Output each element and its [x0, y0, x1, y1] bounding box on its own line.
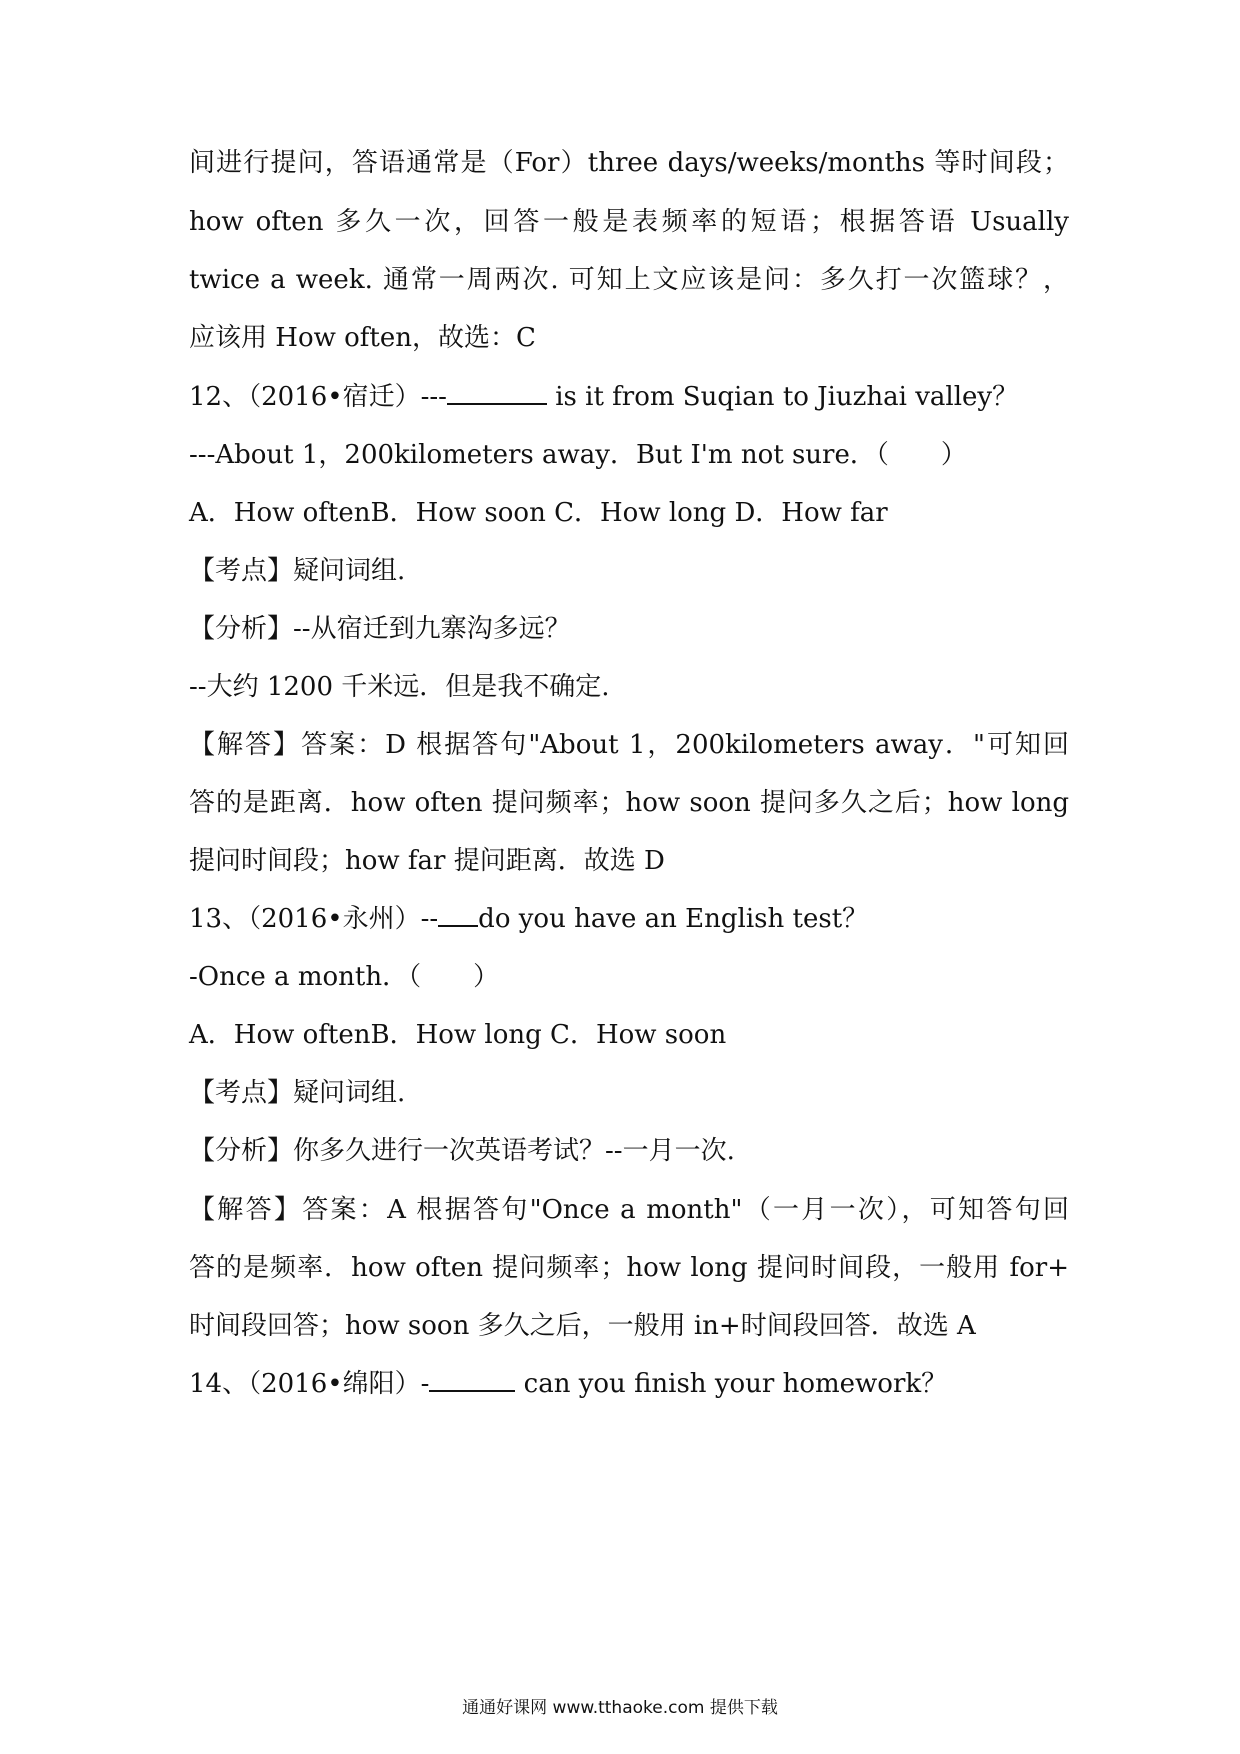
text-line-1: 间进行提问，答语通常是（For）three days/weeks/months 等时间段； — [189, 148, 1069, 178]
text-line-3: twice a week. 通常一周两次. 可知上文应该是问：多久打一次篮球？， — [189, 265, 1069, 295]
answer-blank — [429, 1368, 515, 1392]
question-12-line — [189, 380, 1069, 414]
text-line-21: 答的是频率．how often 提问频率；how long 提问时间段，一般用 for+ — [189, 1253, 1069, 1283]
text-line-22: 时间段回答；how soon 多久之后，一般用 in+时间段回答．故选 A — [189, 1311, 976, 1341]
options-line-12: A．How oftenB．How soon C．How long D．How far — [189, 498, 888, 528]
question-14-line — [189, 1367, 1069, 1401]
question-12-prefix: 12、（2016•宿迁）--- — [189, 382, 447, 412]
jieda-line-13: 【解答】答案：A 根据答句"Once a month"（一月一次），可知答句回 — [189, 1195, 1069, 1225]
question-12-suffix: is it from Suqian to Jiuzhai valley？ — [546, 382, 1019, 412]
fenxi-line-12: 【分析】--从宿迁到九寨沟多远？ — [189, 614, 571, 644]
answer-blank — [447, 381, 547, 405]
fenxi-line-13: 【分析】你多久进行一次英语考试？--一月一次. — [189, 1136, 735, 1166]
options-line-13: A．How oftenB．How long C．How soon — [189, 1020, 727, 1050]
kaodian-line-13: 【考点】疑问词组. — [189, 1078, 406, 1108]
text-line-10: --大约 1200 千米远．但是我不确定. — [189, 672, 610, 702]
text-line-2: how often 多久一次，回答一般是表频率的短语；根据答语 Usually — [189, 207, 1069, 237]
text-line-6: ---About 1，200kilometers away．But I'm not sure．（ ） — [189, 440, 967, 470]
kaodian-line-12: 【考点】疑问词组. — [189, 556, 406, 586]
text-line-4: 应该用 How often，故选：C — [189, 323, 536, 353]
question-13-prefix: 13、（2016•永州）-- — [189, 904, 439, 934]
question-14-prefix: 14、（2016•绵阳）- — [189, 1369, 430, 1399]
answer-blank — [438, 903, 478, 927]
text-line-13: 提问时间段；how far 提问距离．故选 D — [189, 846, 665, 876]
jieda-line-12: 【解答】答案：D 根据答句"About 1，200kilometers away．"可知回 — [189, 730, 1069, 760]
question-14-suffix: can you finish your homework？ — [515, 1369, 948, 1399]
text-line-12: 答的是距离．how often 提问频率；how soon 提问多久之后；how long — [189, 788, 1069, 818]
question-13-line — [189, 902, 1069, 936]
page-footer: 通通好课网 www.tthaoke.com 提供下载 — [462, 1698, 778, 1718]
text-line-16: -Once a month．（ ） — [189, 962, 500, 992]
question-13-suffix: do you have an English test？ — [478, 904, 869, 934]
